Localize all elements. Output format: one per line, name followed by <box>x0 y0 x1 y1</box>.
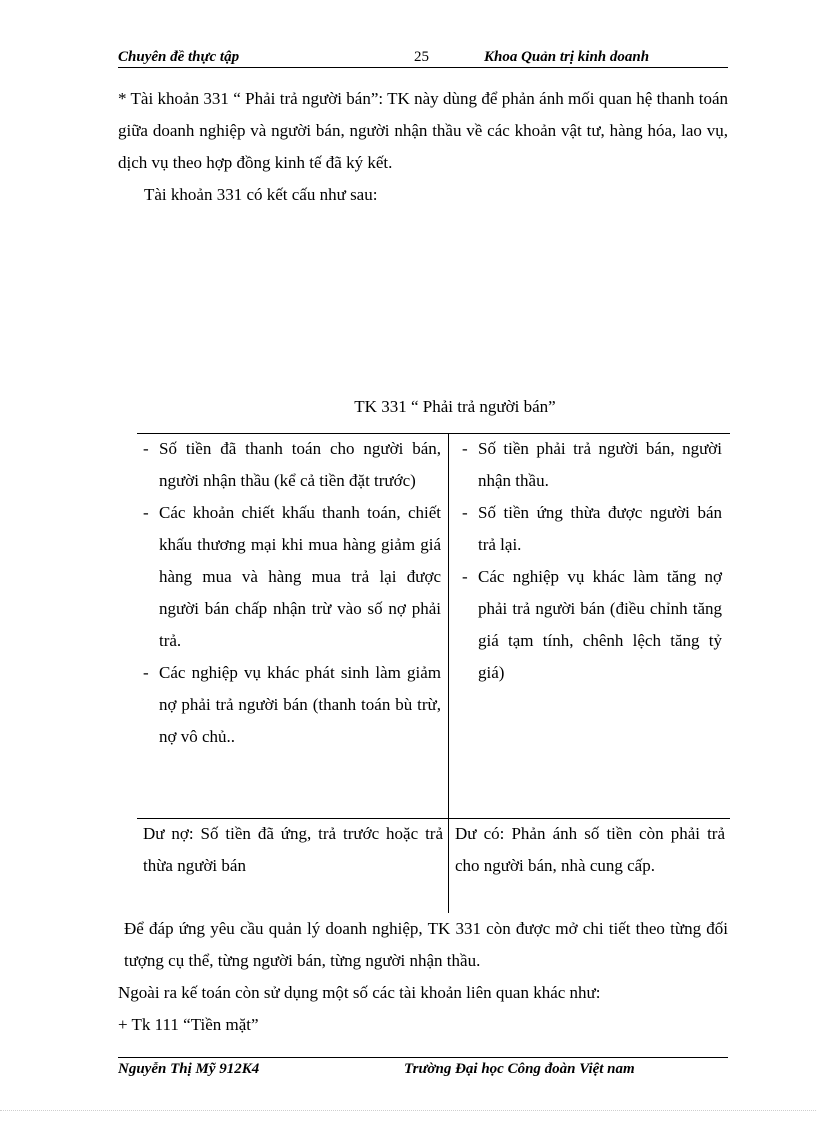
paragraph-account-331-definition: * Tài khoản 331 “ Phải trả người bán”: TK này dùng để phản ánh mối quan hệ thanh toán giữa doanh nghiệp và người bán, người nhận thầu về các khoản vật tư, hàng hóa, lao vụ, dịch vụ theo hợp đồng kinh tế đã ký kết. <box>118 89 728 172</box>
footer-author: Nguyễn Thị Mỹ 912K4 <box>118 1061 260 1076</box>
debit-item: - Các nghiệp vụ khác phát sinh làm giảm nợ phải trả người bán (thanh toán bù trừ, nợ vô chủ.. <box>143 657 441 753</box>
credit-item: - Số tiền ứng thừa được người bán trả lại. <box>462 497 722 561</box>
debit-side <box>143 433 441 753</box>
t-account-table <box>137 433 730 913</box>
paragraph-detail-tracking: Để đáp ứng yêu cầu quản lý doanh nghiệp, TK 331 còn được mở chi tiết theo từng đối tượng cụ thể, từng người bán, từng người nhận thầu. <box>124 919 728 970</box>
header-report-title: Chuyên đề thực tập <box>118 49 240 65</box>
credit-balance: Dư có: Phản ánh số tiền còn phải trả cho người bán, nhà cung cấp. <box>455 824 725 875</box>
credit-side <box>462 433 722 689</box>
t-account-center-rule <box>448 433 449 913</box>
footer-university: Trường Đại học Công đoàn Việt nam <box>404 1061 635 1076</box>
credit-item: - Số tiền phải trả người bán, người nhận thầu. <box>462 433 722 497</box>
page-footer <box>118 1057 728 1076</box>
page-bottom-edge <box>0 1110 816 1111</box>
debit-balance: Dư nợ: Số tiền đã ứng, trả trước hoặc trả thừa người bán <box>143 824 443 875</box>
paragraph-structure-intro: Tài khoản 331 có kết cấu như sau: <box>144 185 378 204</box>
paragraph-account-111: + Tk 111 “Tiền mặt” <box>118 1015 259 1034</box>
page-number: 25 <box>414 49 429 65</box>
header-faculty: Khoa Quản trị kinh doanh <box>484 49 650 65</box>
debit-item: - Các khoản chiết khấu thanh toán, chiết khấu thương mại khi mua hàng giảm giá hàng mua và hàng mua trả lại được người bán chấp nhận trừ vào số nợ phải trả. <box>143 497 441 657</box>
page-header <box>118 47 728 68</box>
t-account-title: TK 331 “ Phải trả người bán” <box>354 397 556 416</box>
debit-item: - Số tiền đã thanh toán cho người bán, người nhận thầu (kể cả tiền đặt trước) <box>143 433 441 497</box>
paragraph-related-accounts: Ngoài ra kế toán còn sử dụng một số các tài khoản liên quan khác như: <box>118 983 601 1002</box>
credit-item: - Các nghiệp vụ khác làm tăng nợ phải trả người bán (điều chỉnh tăng giá tạm tính, chênh lệch tăng tỷ giá) <box>462 561 722 689</box>
